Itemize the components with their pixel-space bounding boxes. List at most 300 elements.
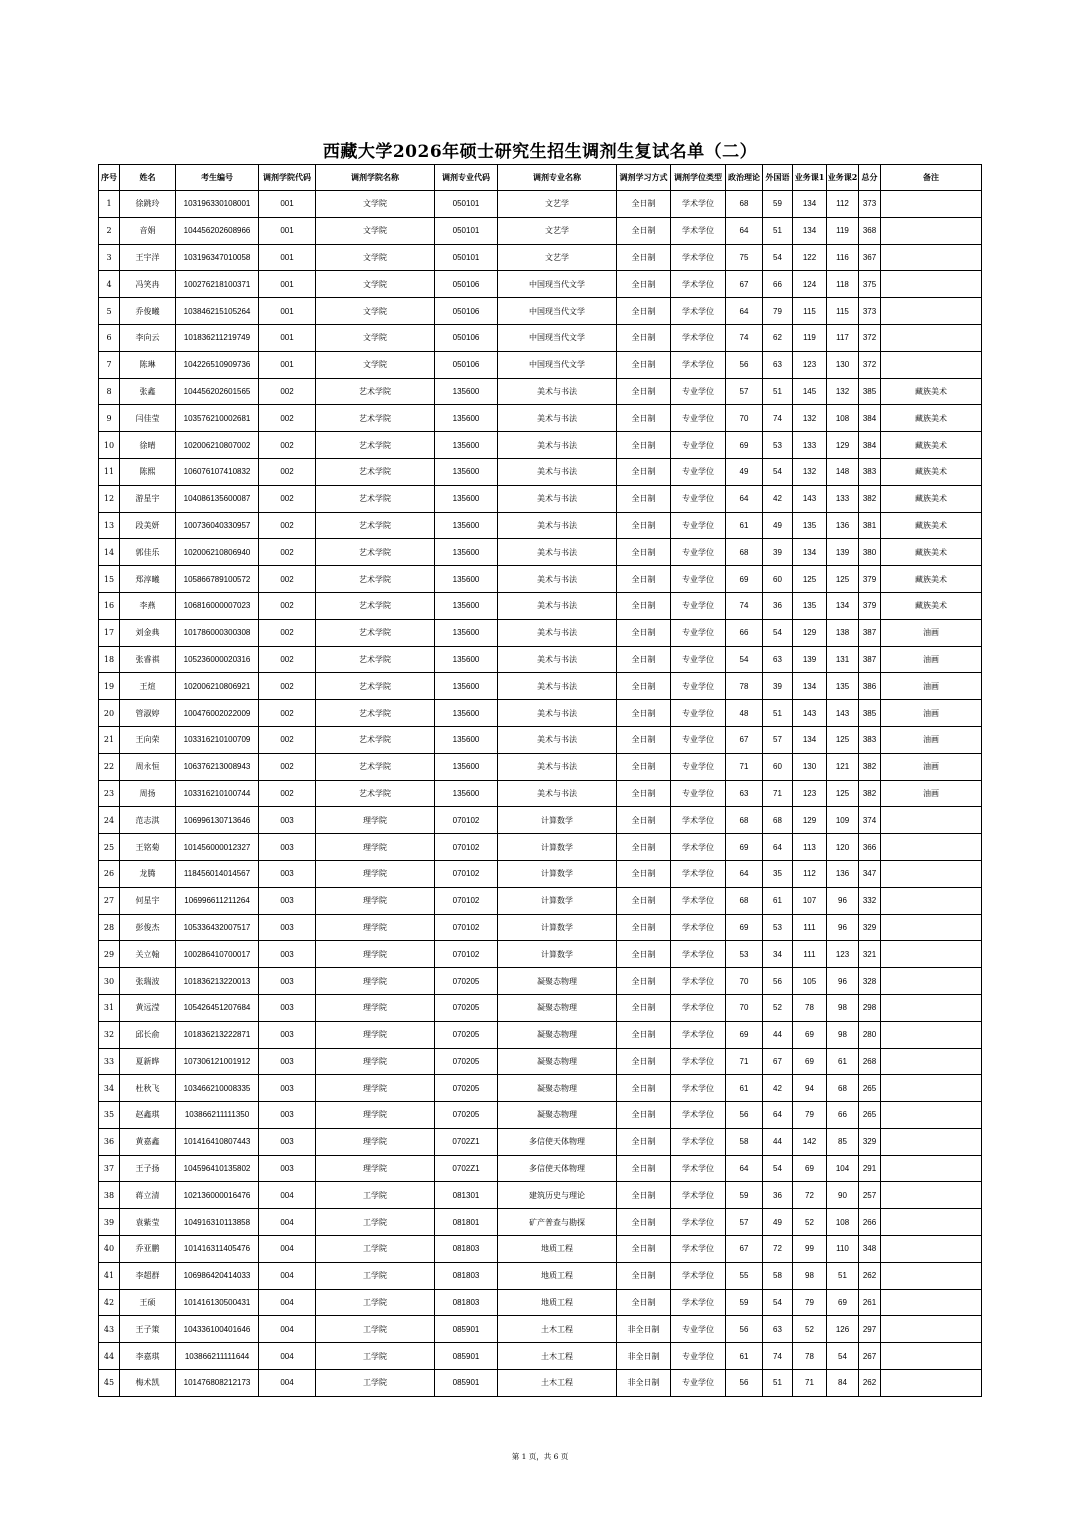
cell-index: 2 <box>99 217 120 244</box>
cell-index: 17 <box>99 619 120 646</box>
cell-foreign-language: 72 <box>763 1236 793 1263</box>
cell-degree-type: 学术学位 <box>671 1075 726 1102</box>
cell-subject-2: 125 <box>827 780 859 807</box>
cell-major-code: 070205 <box>435 994 498 1021</box>
cell-total: 347 <box>859 860 881 887</box>
cell-name: 徐晴 <box>120 432 176 459</box>
header-col-subject-1: 业务课1 <box>793 165 827 191</box>
cell-college-code: 002 <box>259 619 316 646</box>
cell-politics: 74 <box>726 592 763 619</box>
cell-remarks <box>881 1370 982 1397</box>
cell-degree-type: 学术学位 <box>671 1155 726 1182</box>
cell-degree-type: 专业学位 <box>671 539 726 566</box>
cell-exam-id: 106996611211264 <box>176 887 259 914</box>
cell-major-code: 070205 <box>435 1021 498 1048</box>
cell-subject-1: 79 <box>793 1102 827 1129</box>
cell-total: 366 <box>859 834 881 861</box>
cell-major-name: 文艺学 <box>498 217 617 244</box>
cell-college-code: 003 <box>259 1021 316 1048</box>
cell-name: 关立翰 <box>120 941 176 968</box>
header-col-study-mode: 调剂学习方式 <box>617 165 671 191</box>
cell-subject-2: 96 <box>827 887 859 914</box>
cell-total: 382 <box>859 753 881 780</box>
cell-college-code: 002 <box>259 566 316 593</box>
cell-major-code: 070102 <box>435 887 498 914</box>
cell-index: 24 <box>99 807 120 834</box>
cell-total: 368 <box>859 217 881 244</box>
cell-politics: 67 <box>726 726 763 753</box>
cell-college-code: 004 <box>259 1343 316 1370</box>
cell-college-name: 理学院 <box>316 807 435 834</box>
cell-major-name: 美术与书法 <box>498 566 617 593</box>
cell-exam-id: 103466210008335 <box>176 1075 259 1102</box>
cell-subject-1: 145 <box>793 378 827 405</box>
cell-index: 9 <box>99 405 120 432</box>
cell-college-name: 工学院 <box>316 1182 435 1209</box>
cell-total: 321 <box>859 941 881 968</box>
cell-politics: 67 <box>726 271 763 298</box>
cell-college-name: 文学院 <box>316 298 435 325</box>
cell-subject-1: 125 <box>793 566 827 593</box>
cell-foreign-language: 68 <box>763 807 793 834</box>
cell-foreign-language: 74 <box>763 405 793 432</box>
cell-subject-1: 143 <box>793 700 827 727</box>
cell-name: 王硕 <box>120 1289 176 1316</box>
header-col-college-code: 调剂学院代码 <box>259 165 316 191</box>
cell-college-name: 理学院 <box>316 1128 435 1155</box>
cell-college-name: 艺术学院 <box>316 405 435 432</box>
cell-exam-id: 101786000300308 <box>176 619 259 646</box>
header-col-degree-type: 调剂学位类型 <box>671 165 726 191</box>
cell-foreign-language: 62 <box>763 324 793 351</box>
table-row <box>99 432 982 459</box>
cell-foreign-language: 53 <box>763 432 793 459</box>
cell-college-code: 001 <box>259 351 316 378</box>
cell-subject-1: 52 <box>793 1209 827 1236</box>
cell-total: 266 <box>859 1209 881 1236</box>
table-row <box>99 298 982 325</box>
cell-degree-type: 学术学位 <box>671 968 726 995</box>
table-row <box>99 351 982 378</box>
cell-major-name: 美术与书法 <box>498 780 617 807</box>
cell-subject-2: 84 <box>827 1370 859 1397</box>
cell-index: 19 <box>99 673 120 700</box>
cell-politics: 58 <box>726 1128 763 1155</box>
cell-remarks: 藏族美术 <box>881 405 982 432</box>
cell-major-code: 135600 <box>435 619 498 646</box>
cell-major-code: 085901 <box>435 1343 498 1370</box>
cell-index: 12 <box>99 485 120 512</box>
cell-degree-type: 专业学位 <box>671 619 726 646</box>
table-row <box>99 1370 982 1397</box>
cell-college-name: 理学院 <box>316 1048 435 1075</box>
cell-subject-2: 134 <box>827 592 859 619</box>
cell-politics: 66 <box>726 619 763 646</box>
cell-study-mode: 全日制 <box>617 191 671 218</box>
table-row <box>99 1102 982 1129</box>
cell-study-mode: 全日制 <box>617 432 671 459</box>
cell-index: 1 <box>99 191 120 218</box>
cell-foreign-language: 59 <box>763 191 793 218</box>
cell-subject-1: 99 <box>793 1236 827 1263</box>
cell-total: 375 <box>859 271 881 298</box>
cell-total: 383 <box>859 458 881 485</box>
cell-foreign-language: 54 <box>763 458 793 485</box>
cell-subject-2: 138 <box>827 619 859 646</box>
cell-name: 闫佳莹 <box>120 405 176 432</box>
cell-college-code: 002 <box>259 780 316 807</box>
cell-remarks <box>881 941 982 968</box>
cell-remarks <box>881 298 982 325</box>
cell-college-name: 艺术学院 <box>316 700 435 727</box>
cell-major-code: 135600 <box>435 726 498 753</box>
cell-subject-2: 54 <box>827 1343 859 1370</box>
cell-remarks: 藏族美术 <box>881 592 982 619</box>
cell-major-name: 美术与书法 <box>498 592 617 619</box>
cell-remarks <box>881 1316 982 1343</box>
cell-exam-id: 103316210100709 <box>176 726 259 753</box>
cell-name: 郑淳曦 <box>120 566 176 593</box>
cell-index: 40 <box>99 1236 120 1263</box>
cell-total: 382 <box>859 485 881 512</box>
cell-politics: 75 <box>726 244 763 271</box>
cell-study-mode: 全日制 <box>617 887 671 914</box>
cell-total: 265 <box>859 1075 881 1102</box>
cell-name: 音娟 <box>120 217 176 244</box>
cell-total: 387 <box>859 619 881 646</box>
cell-name: 徐跳玲 <box>120 191 176 218</box>
cell-college-code: 003 <box>259 1128 316 1155</box>
cell-name: 李超群 <box>120 1262 176 1289</box>
cell-index: 44 <box>99 1343 120 1370</box>
cell-index: 31 <box>99 994 120 1021</box>
cell-major-name: 凝聚态物理 <box>498 1048 617 1075</box>
cell-subject-1: 107 <box>793 887 827 914</box>
cell-degree-type: 专业学位 <box>671 673 726 700</box>
cell-subject-2: 104 <box>827 1155 859 1182</box>
cell-study-mode: 全日制 <box>617 780 671 807</box>
cell-name: 郭佳乐 <box>120 539 176 566</box>
cell-college-name: 理学院 <box>316 887 435 914</box>
cell-index: 26 <box>99 860 120 887</box>
cell-degree-type: 学术学位 <box>671 244 726 271</box>
cell-index: 18 <box>99 646 120 673</box>
cell-foreign-language: 64 <box>763 1102 793 1129</box>
cell-remarks: 油画 <box>881 646 982 673</box>
cell-subject-2: 119 <box>827 217 859 244</box>
cell-study-mode: 全日制 <box>617 753 671 780</box>
cell-major-name: 地质工程 <box>498 1236 617 1263</box>
cell-college-code: 003 <box>259 1155 316 1182</box>
cell-college-name: 工学院 <box>316 1316 435 1343</box>
cell-study-mode: 全日制 <box>617 566 671 593</box>
cell-name: 王子策 <box>120 1316 176 1343</box>
cell-degree-type: 专业学位 <box>671 378 726 405</box>
cell-degree-type: 专业学位 <box>671 405 726 432</box>
cell-subject-1: 134 <box>793 539 827 566</box>
cell-exam-id: 104596410135802 <box>176 1155 259 1182</box>
cell-exam-id: 101476808212173 <box>176 1370 259 1397</box>
cell-politics: 74 <box>726 324 763 351</box>
cell-major-name: 多信使天体物理 <box>498 1155 617 1182</box>
table-row <box>99 726 982 753</box>
cell-college-code: 002 <box>259 512 316 539</box>
cell-degree-type: 专业学位 <box>671 512 726 539</box>
cell-subject-1: 98 <box>793 1262 827 1289</box>
cell-foreign-language: 51 <box>763 1370 793 1397</box>
cell-major-code: 135600 <box>435 673 498 700</box>
cell-foreign-language: 49 <box>763 1209 793 1236</box>
cell-study-mode: 全日制 <box>617 646 671 673</box>
cell-name: 龙腾 <box>120 860 176 887</box>
cell-degree-type: 学术学位 <box>671 994 726 1021</box>
cell-exam-id: 100476002022009 <box>176 700 259 727</box>
cell-subject-2: 96 <box>827 914 859 941</box>
cell-foreign-language: 71 <box>763 780 793 807</box>
cell-remarks <box>881 1048 982 1075</box>
cell-major-code: 050106 <box>435 351 498 378</box>
cell-college-name: 理学院 <box>316 1102 435 1129</box>
cell-study-mode: 全日制 <box>617 217 671 244</box>
cell-subject-1: 71 <box>793 1370 827 1397</box>
cell-index: 35 <box>99 1102 120 1129</box>
cell-college-code: 003 <box>259 807 316 834</box>
cell-name: 张鑫 <box>120 378 176 405</box>
cell-exam-id: 101836213222871 <box>176 1021 259 1048</box>
cell-study-mode: 全日制 <box>617 968 671 995</box>
page-footer: 第 1 页，共 6 页 <box>511 1452 569 1461</box>
cell-major-code: 135600 <box>435 512 498 539</box>
cell-politics: 78 <box>726 673 763 700</box>
cell-remarks: 藏族美术 <box>881 458 982 485</box>
cell-major-name: 计算数学 <box>498 834 617 861</box>
cell-exam-id: 106376213008943 <box>176 753 259 780</box>
cell-major-code: 070102 <box>435 807 498 834</box>
cell-study-mode: 全日制 <box>617 1289 671 1316</box>
table-row <box>99 1128 982 1155</box>
cell-index: 37 <box>99 1155 120 1182</box>
cell-major-code: 070205 <box>435 968 498 995</box>
cell-exam-id: 105236000020316 <box>176 646 259 673</box>
cell-major-name: 地质工程 <box>498 1289 617 1316</box>
cell-index: 20 <box>99 700 120 727</box>
cell-politics: 57 <box>726 1209 763 1236</box>
cell-subject-2: 98 <box>827 1021 859 1048</box>
cell-politics: 64 <box>726 485 763 512</box>
cell-college-code: 002 <box>259 700 316 727</box>
cell-study-mode: 全日制 <box>617 351 671 378</box>
cell-name: 王子扬 <box>120 1155 176 1182</box>
cell-remarks <box>881 994 982 1021</box>
cell-subject-2: 108 <box>827 1209 859 1236</box>
cell-subject-2: 109 <box>827 807 859 834</box>
cell-major-code: 070102 <box>435 941 498 968</box>
cell-politics: 68 <box>726 191 763 218</box>
cell-name: 蒋立清 <box>120 1182 176 1209</box>
cell-major-code: 070205 <box>435 1075 498 1102</box>
cell-degree-type: 学术学位 <box>671 217 726 244</box>
cell-major-code: 135600 <box>435 432 498 459</box>
cell-college-code: 002 <box>259 539 316 566</box>
cell-subject-1: 134 <box>793 217 827 244</box>
cell-subject-1: 134 <box>793 726 827 753</box>
cell-total: 298 <box>859 994 881 1021</box>
cell-total: 379 <box>859 566 881 593</box>
cell-foreign-language: 57 <box>763 726 793 753</box>
cell-exam-id: 104456202608966 <box>176 217 259 244</box>
cell-college-name: 艺术学院 <box>316 432 435 459</box>
cell-college-name: 理学院 <box>316 914 435 941</box>
cell-study-mode: 全日制 <box>617 619 671 646</box>
cell-foreign-language: 63 <box>763 1316 793 1343</box>
header-col-total: 总分 <box>859 165 881 191</box>
cell-subject-1: 142 <box>793 1128 827 1155</box>
cell-major-code: 081801 <box>435 1209 498 1236</box>
cell-subject-1: 69 <box>793 1155 827 1182</box>
cell-study-mode: 全日制 <box>617 1209 671 1236</box>
cell-exam-id: 105336432007517 <box>176 914 259 941</box>
cell-college-code: 003 <box>259 1048 316 1075</box>
cell-college-name: 文学院 <box>316 351 435 378</box>
header-col-college-name: 调剂学院名称 <box>316 165 435 191</box>
cell-foreign-language: 44 <box>763 1128 793 1155</box>
cell-college-code: 002 <box>259 726 316 753</box>
cell-subject-1: 133 <box>793 432 827 459</box>
cell-remarks <box>881 1102 982 1129</box>
cell-subject-1: 113 <box>793 834 827 861</box>
cell-exam-id: 103316210100744 <box>176 780 259 807</box>
cell-total: 373 <box>859 191 881 218</box>
table-row <box>99 860 982 887</box>
cell-major-code: 081803 <box>435 1262 498 1289</box>
cell-subject-2: 130 <box>827 351 859 378</box>
cell-college-name: 工学院 <box>316 1343 435 1370</box>
header-col-exam-id: 考生编号 <box>176 165 259 191</box>
cell-college-code: 004 <box>259 1316 316 1343</box>
cell-subject-1: 72 <box>793 1182 827 1209</box>
cell-study-mode: 全日制 <box>617 994 671 1021</box>
cell-subject-1: 132 <box>793 405 827 432</box>
cell-study-mode: 全日制 <box>617 485 671 512</box>
cell-subject-2: 112 <box>827 191 859 218</box>
table-row <box>99 1021 982 1048</box>
cell-total: 297 <box>859 1316 881 1343</box>
cell-exam-id: 102006210807002 <box>176 432 259 459</box>
table-row <box>99 1075 982 1102</box>
cell-degree-type: 学术学位 <box>671 1021 726 1048</box>
cell-exam-id: 101456000012327 <box>176 834 259 861</box>
cell-index: 13 <box>99 512 120 539</box>
cell-politics: 64 <box>726 860 763 887</box>
cell-remarks <box>881 807 982 834</box>
cell-remarks <box>881 1209 982 1236</box>
cell-index: 6 <box>99 324 120 351</box>
cell-politics: 59 <box>726 1182 763 1209</box>
cell-degree-type: 专业学位 <box>671 1316 726 1343</box>
cell-name: 李嘉琪 <box>120 1343 176 1370</box>
table-row <box>99 271 982 298</box>
cell-major-code: 050106 <box>435 324 498 351</box>
cell-politics: 56 <box>726 1316 763 1343</box>
cell-remarks <box>881 217 982 244</box>
cell-remarks <box>881 271 982 298</box>
cell-major-code: 135600 <box>435 780 498 807</box>
cell-total: 372 <box>859 351 881 378</box>
cell-politics: 69 <box>726 914 763 941</box>
cell-name: 游星宇 <box>120 485 176 512</box>
cell-major-code: 135600 <box>435 458 498 485</box>
cell-politics: 49 <box>726 458 763 485</box>
cell-major-name: 美术与书法 <box>498 539 617 566</box>
cell-college-code: 001 <box>259 217 316 244</box>
cell-study-mode: 全日制 <box>617 1102 671 1129</box>
cell-major-code: 050106 <box>435 271 498 298</box>
cell-subject-1: 105 <box>793 968 827 995</box>
table-row <box>99 485 982 512</box>
cell-major-name: 文艺学 <box>498 191 617 218</box>
cell-major-code: 0702Z1 <box>435 1155 498 1182</box>
cell-study-mode: 全日制 <box>617 324 671 351</box>
cell-politics: 69 <box>726 432 763 459</box>
cell-exam-id: 102006210806921 <box>176 673 259 700</box>
cell-total: 385 <box>859 700 881 727</box>
cell-subject-1: 132 <box>793 458 827 485</box>
table-row <box>99 646 982 673</box>
cell-college-code: 003 <box>259 941 316 968</box>
cell-major-code: 135600 <box>435 753 498 780</box>
cell-study-mode: 全日制 <box>617 539 671 566</box>
cell-study-mode: 全日制 <box>617 1021 671 1048</box>
cell-politics: 68 <box>726 807 763 834</box>
cell-remarks <box>881 1262 982 1289</box>
cell-subject-2: 69 <box>827 1289 859 1316</box>
cell-college-code: 001 <box>259 271 316 298</box>
table-row <box>99 592 982 619</box>
cell-exam-id: 102136000016476 <box>176 1182 259 1209</box>
cell-degree-type: 学术学位 <box>671 324 726 351</box>
cell-major-name: 美术与书法 <box>498 700 617 727</box>
cell-college-code: 002 <box>259 753 316 780</box>
cell-exam-id: 104226510909736 <box>176 351 259 378</box>
cell-study-mode: 全日制 <box>617 914 671 941</box>
table-header-row <box>99 165 982 191</box>
cell-politics: 54 <box>726 646 763 673</box>
cell-total: 367 <box>859 244 881 271</box>
table-body <box>99 191 982 1397</box>
cell-foreign-language: 54 <box>763 619 793 646</box>
cell-degree-type: 专业学位 <box>671 1343 726 1370</box>
cell-subject-1: 130 <box>793 753 827 780</box>
cell-major-code: 070102 <box>435 834 498 861</box>
cell-major-name: 美术与书法 <box>498 432 617 459</box>
table-row <box>99 619 982 646</box>
cell-college-name: 艺术学院 <box>316 726 435 753</box>
cell-subject-2: 96 <box>827 968 859 995</box>
cell-study-mode: 全日制 <box>617 834 671 861</box>
cell-exam-id: 106816000007023 <box>176 592 259 619</box>
cell-politics: 68 <box>726 887 763 914</box>
cell-exam-id: 101836213220013 <box>176 968 259 995</box>
cell-remarks: 藏族美术 <box>881 432 982 459</box>
cell-subject-1: 135 <box>793 592 827 619</box>
cell-college-name: 理学院 <box>316 941 435 968</box>
cell-subject-2: 115 <box>827 298 859 325</box>
cell-name: 冯笑冉 <box>120 271 176 298</box>
cell-subject-2: 110 <box>827 1236 859 1263</box>
cell-remarks <box>881 1343 982 1370</box>
table-row <box>99 1048 982 1075</box>
cell-exam-id: 105426451207684 <box>176 994 259 1021</box>
